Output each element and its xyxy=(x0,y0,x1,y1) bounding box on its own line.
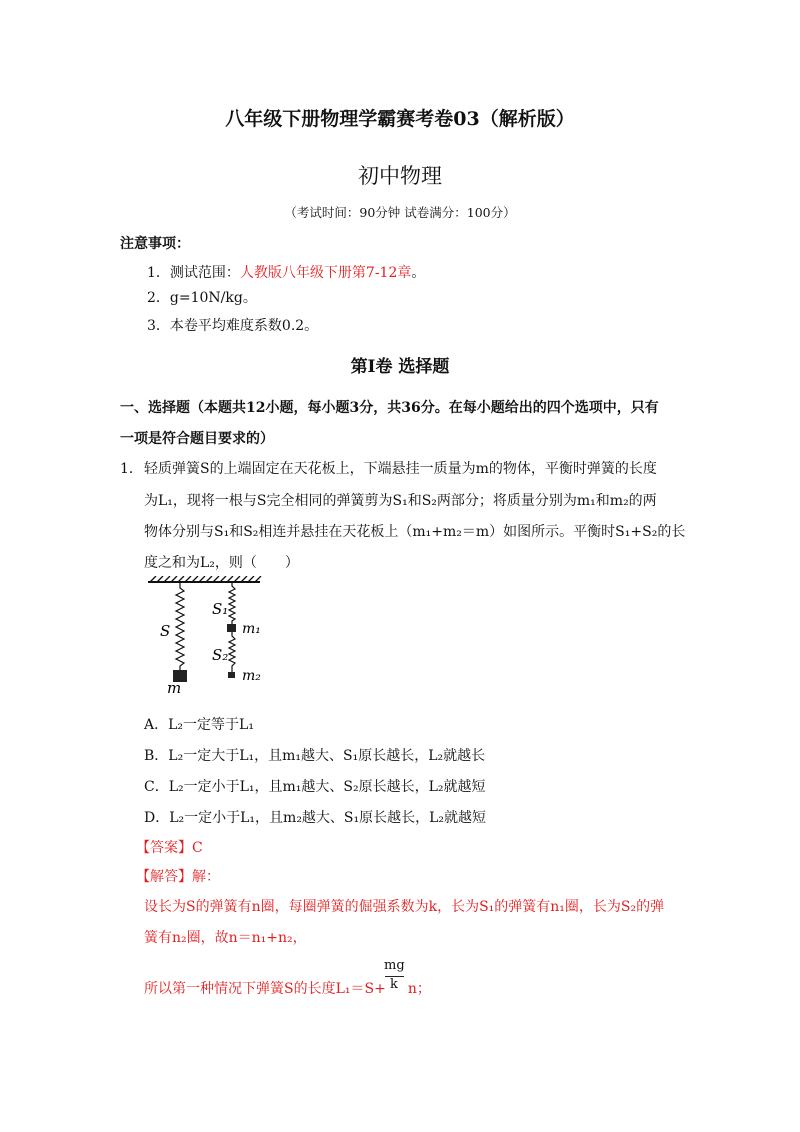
section-title: 第Ⅰ卷 选择题 xyxy=(350,357,450,377)
fraction-numerator: mg xyxy=(384,958,405,973)
question-stem-line-2: 为L₁，现将一根与S完全相同的弹簧剪为S₁和S₂两部分；将质量分别为m₁和m₂的两 xyxy=(144,493,657,509)
document-subtitle: 初中物理 xyxy=(358,164,442,188)
analysis-line-3-suffix: n； xyxy=(407,981,431,997)
question-number: 1． xyxy=(120,461,143,477)
part-heading-line-2: 一项是符合题目要求的） xyxy=(120,431,274,447)
option-b: B．L₂一定大于L₁，且m₁越大、S₁原长越长，L₂就越长 xyxy=(144,748,486,764)
note-item-1 xyxy=(147,262,425,282)
notes-title: 注意事项： xyxy=(120,236,190,252)
note-item-1-suffix: 。 xyxy=(411,265,426,281)
note-item-1-prefix: 1．测试范围： xyxy=(147,265,240,281)
spring-diagram xyxy=(140,576,280,696)
label-spring-s: S xyxy=(160,622,171,640)
label-mass-m2: m₂ xyxy=(242,668,261,684)
fraction-denominator: k xyxy=(390,977,398,992)
option-d: D．L₂一定小于L₁，且m₂越大、S₁原长越长，L₂就越短 xyxy=(144,810,487,826)
note-item-1-scope: 人教版八年级下册第7-12章 xyxy=(239,265,412,281)
spring-s2 xyxy=(229,632,235,672)
analysis-label: 【解答】解： xyxy=(136,869,220,885)
part-heading-line-1: 一、选择题（本题共12小题，每小题3分，共36分。在每小题给出的四个选项中，只有 xyxy=(120,400,659,416)
analysis-line-3-prefix: 所以第一种情况下弹簧S的长度L₁＝S+ xyxy=(144,981,386,997)
question-stem-line-1: 轻质弹簧S的上端固定在天花板上，下端悬挂一质量为m的物体，平衡时弹簧的长度 xyxy=(144,461,657,477)
exam-info: （考试时间：90分钟 试卷满分：100分） xyxy=(284,205,516,220)
note-item-2: 2．g=10N/kg。 xyxy=(147,290,257,306)
label-spring-s1: S₁ xyxy=(212,600,229,618)
label-mass-m1: m₁ xyxy=(242,621,261,637)
formula-fraction xyxy=(384,958,406,998)
answer-label: 【答案】C xyxy=(136,840,203,856)
label-spring-s2: S₂ xyxy=(212,646,229,664)
note-item-3: 3．本卷平均难度系数0.2。 xyxy=(147,318,319,334)
ceiling-hatching xyxy=(148,576,261,582)
option-a: A．L₂一定等于L₁ xyxy=(144,717,254,733)
mass-m1-block xyxy=(227,624,236,632)
spring-s1 xyxy=(229,582,235,624)
document-title: 八年级下册物理学霸赛考卷03（解析版） xyxy=(225,108,575,130)
mass-m2-block xyxy=(228,672,235,678)
option-c: C．L₂一定小于L₁，且m₁越大、S₂原长越长，L₂就越短 xyxy=(144,779,486,795)
analysis-line-1: 设长为S的弹簧有n圈，每圈弹簧的倔强系数为k，长为S₁的弹簧有n₁圈，长为S₂的弹 xyxy=(144,899,665,915)
spring-s xyxy=(176,582,184,670)
question-stem-line-4: 度之和为L₂，则（ ） xyxy=(144,555,299,571)
label-mass-m: m xyxy=(167,679,182,696)
question-stem-line-3: 物体分别与S₁和S₂相连并悬挂在天花板上（m₁+m₂＝m）如图所示。平衡时S₁+S₂的长 xyxy=(144,524,686,540)
analysis-line-2: 簧有n₂圈，故n＝n₁+n₂， xyxy=(144,930,307,946)
